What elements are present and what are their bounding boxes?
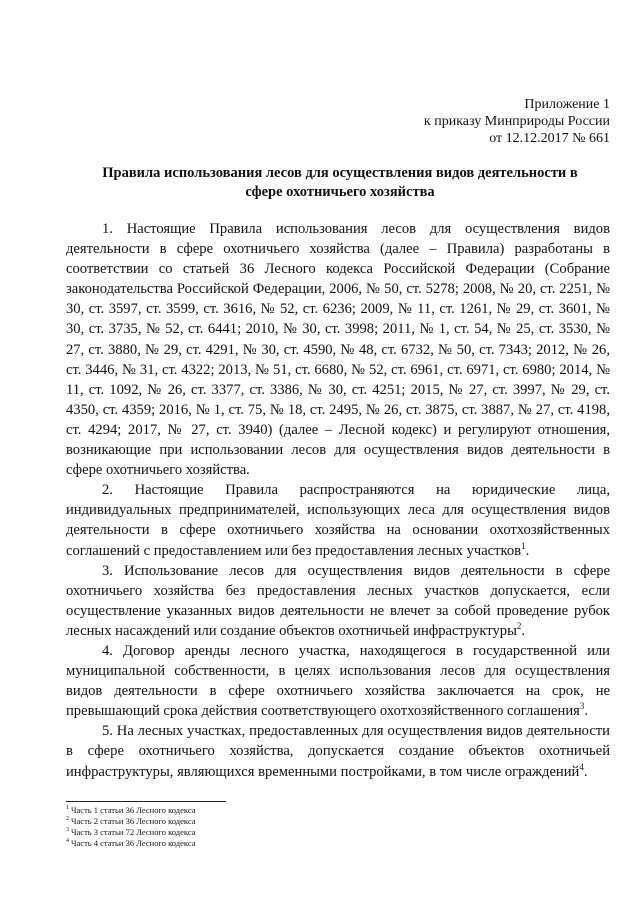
paragraph-3 (66, 561, 610, 641)
title-line-2: сфере охотничьего хозяйства (245, 184, 435, 200)
annex-number: Приложение 1 (524, 97, 610, 112)
footnote-number: 1 (66, 805, 69, 812)
paragraph-4-period: . (584, 703, 589, 720)
paragraph-4-text: 4. Договор аренды лесного участка, находящегося в государственной или муниципальной собственности, в целях использования лесов для осуществления видов деятельности в сфере охотничьего хозяйства заключается на срок, не превышающий срока действия соответствующего охотхозяйственного соглашения (66, 642, 610, 720)
footnote-ref-1[interactable]: 1 (521, 540, 526, 551)
paragraph-2-period: . (525, 542, 530, 559)
paragraph-5-text: 5. На лесных участках, предоставленных для осуществления видов деятельности в сфере охотничьего хозяйства, допускается создание объектов охотничьей инфраструктуры, являющихся временными постройками, в том числе ограждений (66, 723, 610, 780)
footnote-ref-2[interactable]: 2 (516, 621, 522, 632)
paragraph-4 (66, 641, 610, 721)
footnote-item (66, 838, 195, 849)
footnote-item (66, 816, 195, 827)
annex-order-ref: к приказу Минприроды России (423, 114, 610, 129)
footnote-divider (66, 801, 226, 802)
footnote-ref-4[interactable]: 4 (579, 761, 584, 772)
document-title (60, 164, 620, 202)
paragraph-2-text: 2. Настоящие Правила распространяются на юридические лица, индивидуальных предпринимателей, использующих леса для осуществления видов деятельности в сфере охотничьего хозяйства на основании охотхозяйственных соглашений с предоставлением или без предоставления лесных участков (66, 482, 610, 559)
footnote-ref-3[interactable]: 3 (579, 701, 585, 712)
footnote-item (66, 805, 195, 816)
footnote-number: 4 (66, 838, 69, 845)
footnotes (66, 805, 195, 849)
footnote-text: Часть 3 статьи 72 Лесного кодекса (71, 827, 196, 837)
paragraph-5 (66, 721, 610, 781)
paragraph-1 (66, 219, 610, 480)
paragraph-5-period: . (583, 763, 588, 780)
footnote-item (66, 827, 195, 838)
document-body (66, 219, 610, 782)
footnote-text: Часть 4 статьи 36 Лесного кодекса (71, 838, 196, 848)
title-line-1: Правила использования лесов для осуществления видов деятельности в (102, 165, 578, 181)
footnote-text: Часть 2 статьи 36 Лесного кодекса (71, 816, 196, 826)
footnote-text: Часть 1 статьи 36 Лесного кодекса (71, 805, 196, 815)
annex-order-date: от 12.12.2017 № 661 (489, 131, 610, 146)
footnote-number: 3 (66, 827, 69, 834)
paragraph-2 (66, 480, 610, 560)
annex-header (424, 96, 610, 147)
paragraph-1-text: 1. Настоящие Правила использования лесов для осуществления видов деятельности в сфере охотничьего хозяйства (далее – Правила) разработаны в соответствии со статьей 36 Лесного кодекса Российской Федерации (Собрание законодательства Российской Федерации, 2006, № 50, ст. 5278; 2008, № 20, ст. 2251, № 30, ст. 3597, ст. 3599, ст. 3616, № 52, ст. 6236; 2009, № 11, ст. 1261, № 29, ст. 3601, № 30, ст. 3735, № 52, ст. 6441; 2010, № 30, ст. 3998; 2011, № 1, ст. 54, № 25, ст. 3530, № 27, ст. 3880, № 29, ст. 4291, № 30, ст. 4590, № 48, ст. 6732, № 50, ст. 7343; 2012, № 26, ст. 3446, № 31, ст. 4322; 2013, № 51, ст. 6680, № 52, ст. 6961, ст. 6971, ст. 6980; 2014, № 11, ст. 1092, № 26, ст. 3377, ст. 3386, № 30, ст. 4251; 2015, № 27, ст. 3997, № 29, ст. 4350, ст. 4359; 2016, № 1, ст. 75, № 18, ст. 2495, № 26, ст. 3875, ст. 3887, № 27, ст. 4198, ст. 4294; 2017, № 27, ст. 3940) (далее – Лесной кодекс) и регулируют отношения, возникающие при использовании лесов для осуществления видов деятельности в сфере охотничьего хозяйства. (66, 221, 610, 479)
paragraph-3-period: . (521, 622, 526, 639)
footnote-number: 2 (66, 816, 69, 823)
paragraph-3-text: 3. Использование лесов для осуществления видов деятельности в сфере охотничьего хозяйства без предоставления лесных участков допускается, если осуществление указанных видов деятельности не влечет за собой проведение рубок лесных насаждений или создание объектов охотничьей инфраструктуры (66, 562, 610, 639)
